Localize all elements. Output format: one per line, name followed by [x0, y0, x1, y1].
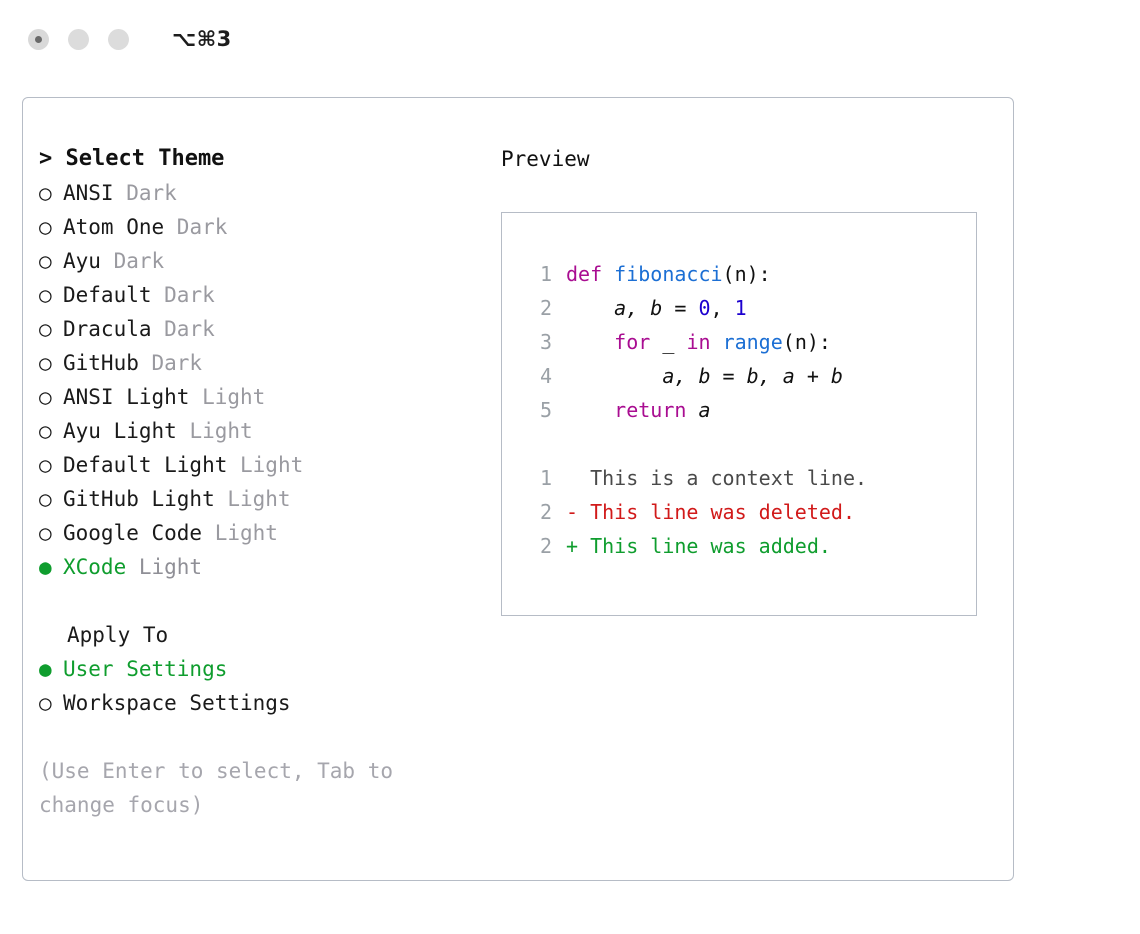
code-line	[524, 291, 976, 325]
diff-sign	[566, 466, 578, 490]
theme-name: Dracula	[63, 317, 152, 341]
theme-name: ANSI Light	[63, 385, 190, 409]
code-token: range	[722, 330, 783, 354]
radio-unselected-icon: ○	[39, 419, 52, 443]
code-line	[524, 359, 976, 393]
code-token: a	[698, 398, 711, 422]
window-maximize-button[interactable]	[108, 29, 129, 50]
theme-variant: Light	[126, 555, 203, 579]
diff-line	[524, 495, 976, 529]
radio-unselected-icon: ○	[39, 283, 52, 307]
theme-variant: Dark	[100, 249, 165, 273]
theme-option[interactable]	[39, 414, 479, 448]
radio-unselected-icon: ○	[39, 521, 52, 545]
theme-name: ANSI	[63, 181, 114, 205]
apply-to-heading: Apply To	[67, 623, 169, 647]
theme-variant: Light	[214, 487, 291, 511]
radio-selected-icon: ●	[39, 555, 52, 579]
theme-variant: Light	[202, 521, 278, 545]
theme-variant: Dark	[151, 317, 215, 341]
code-token: _	[662, 330, 687, 354]
apply-to-label: User Settings	[63, 657, 228, 681]
theme-name: GitHub	[63, 351, 139, 375]
preview-box	[501, 212, 977, 616]
theme-name: Ayu Light	[63, 419, 177, 443]
theme-option[interactable]	[39, 380, 479, 414]
radio-unselected-icon: ○	[39, 181, 52, 205]
radio-unselected-icon: ○	[39, 691, 52, 715]
line-number: 3	[539, 330, 552, 354]
theme-name: Default	[63, 283, 152, 307]
apply-to-label: Workspace Settings	[63, 691, 291, 715]
theme-name: XCode	[63, 555, 127, 579]
theme-variant: Dark	[164, 215, 228, 239]
code-line	[524, 257, 976, 291]
keyboard-shortcut-label: ⌥⌘3	[172, 27, 232, 51]
apply-to-list[interactable]	[39, 652, 479, 720]
theme-option[interactable]	[39, 312, 479, 346]
line-number: 1	[539, 466, 552, 490]
theme-option[interactable]	[39, 210, 479, 244]
theme-list-column	[39, 142, 479, 822]
diff-text: This line was deleted.	[578, 500, 855, 524]
line-number: 1	[539, 262, 552, 286]
code-sample	[524, 257, 976, 427]
code-token: return	[614, 398, 699, 422]
theme-option[interactable]	[39, 516, 479, 550]
keyboard-hint: (Use Enter to select, Tab to change focus)	[39, 759, 406, 817]
theme-variant: Light	[176, 419, 253, 443]
theme-list[interactable]	[39, 176, 479, 584]
radio-selected-icon: ●	[39, 657, 52, 681]
line-number: 2	[539, 296, 552, 320]
code-token	[566, 398, 614, 422]
theme-name: Default Light	[63, 453, 228, 477]
window-minimize-button[interactable]	[68, 29, 89, 50]
theme-option[interactable]	[39, 482, 479, 516]
theme-name: Atom One	[63, 215, 165, 239]
code-token	[566, 330, 614, 354]
theme-name: Ayu	[63, 249, 101, 273]
radio-unselected-icon: ○	[39, 215, 52, 239]
apply-to-option[interactable]	[39, 686, 479, 720]
code-line	[524, 325, 976, 359]
code-token: a, b =	[566, 296, 699, 320]
window-close-button[interactable]	[28, 29, 49, 50]
radio-unselected-icon: ○	[39, 317, 52, 341]
radio-unselected-icon: ○	[39, 351, 52, 375]
code-token: def	[566, 262, 615, 286]
theme-option[interactable]	[39, 346, 479, 380]
radio-unselected-icon: ○	[39, 487, 52, 511]
theme-name: Google Code	[63, 521, 203, 545]
code-token: ,	[710, 296, 735, 320]
theme-picker-panel	[22, 97, 1014, 881]
theme-option[interactable]	[39, 176, 479, 210]
line-number: 2	[539, 534, 552, 558]
theme-variant: Light	[227, 453, 304, 477]
diff-text: This is a context line.	[578, 466, 868, 490]
theme-option[interactable]	[39, 278, 479, 312]
diff-line	[524, 529, 976, 563]
theme-variant: Dark	[138, 351, 203, 375]
code-token: (n):	[782, 330, 831, 354]
radio-unselected-icon: ○	[39, 453, 52, 477]
theme-variant: Dark	[151, 283, 215, 307]
diff-text: This line was added.	[578, 534, 831, 558]
code-token: 0	[698, 296, 711, 320]
theme-name: GitHub Light	[63, 487, 215, 511]
diff-line	[524, 461, 976, 495]
code-token: a, b = b, a + b	[566, 364, 843, 388]
line-number: 5	[539, 398, 552, 422]
theme-variant: Light	[189, 385, 266, 409]
code-line	[524, 393, 976, 427]
preview-column	[501, 142, 1001, 616]
radio-unselected-icon: ○	[39, 385, 52, 409]
code-token: fibonacci	[614, 262, 723, 286]
preview-label: Preview	[501, 147, 590, 171]
theme-option[interactable]	[39, 550, 479, 584]
title-bar	[0, 0, 1140, 78]
diff-sign: +	[566, 534, 579, 558]
line-number: 2	[539, 500, 552, 524]
code-token: 1	[734, 296, 747, 320]
code-token: for	[614, 330, 663, 354]
diff-sample	[524, 461, 976, 563]
apply-to-option[interactable]	[39, 652, 479, 686]
radio-unselected-icon: ○	[39, 249, 52, 273]
code-token: (n):	[722, 262, 771, 286]
code-token: in	[686, 330, 723, 354]
diff-sign: -	[566, 500, 579, 524]
line-number: 4	[539, 364, 552, 388]
theme-variant: Dark	[113, 181, 177, 205]
theme-option[interactable]	[39, 244, 479, 278]
select-theme-heading: > Select Theme	[39, 146, 225, 171]
theme-option[interactable]	[39, 448, 479, 482]
